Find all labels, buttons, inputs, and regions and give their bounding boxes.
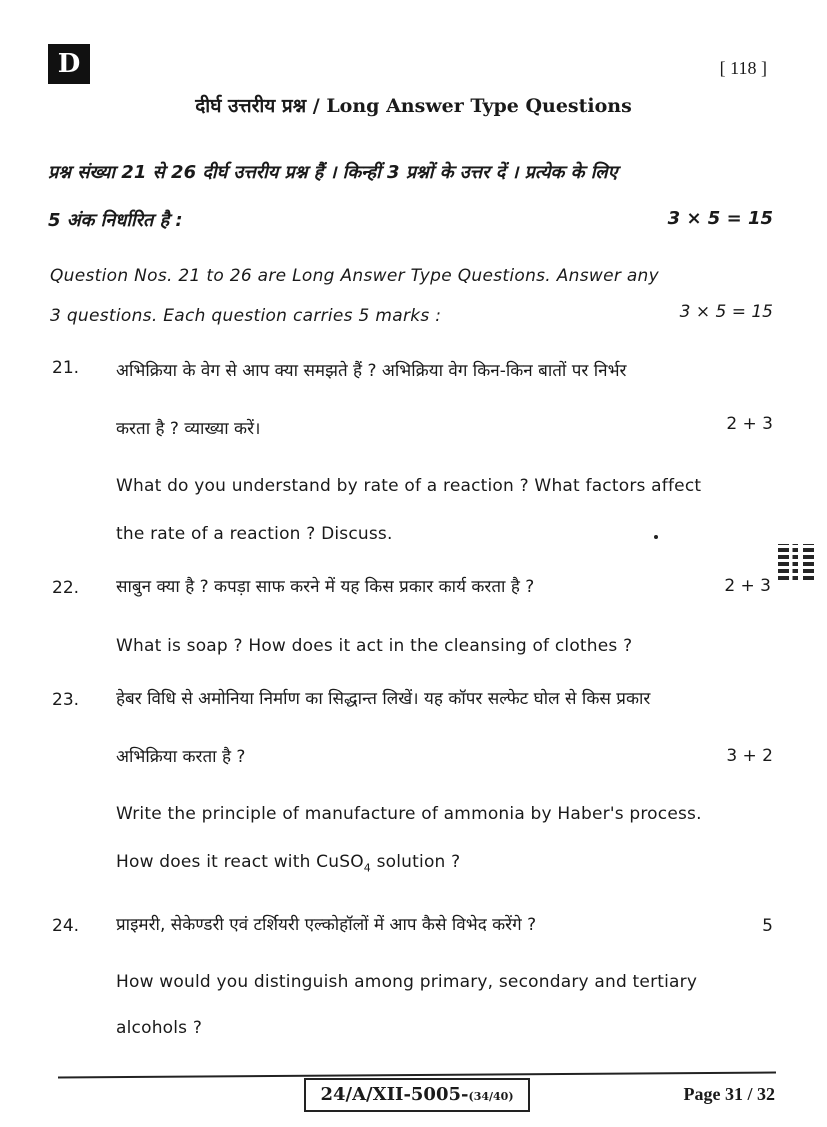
question-23-hindi-line1: हेबर विधि से अमोनिया निर्माण का सिद्धान्त लिखें। यह कॉपर सल्फेट घोल से किस प्रकार <box>116 689 651 709</box>
question-24-marks: 5 <box>762 916 773 936</box>
instructions-english-line2: 3 questions. Each question carries 5 marks : <box>50 306 442 326</box>
question-23-english-line2-text: How does it react with CuSO <box>116 852 364 872</box>
qr-code-icon <box>778 544 814 580</box>
instructions-english-marks: 3 × 5 = 15 <box>679 302 773 322</box>
question-21-hindi-line1: अभिक्रिया के वेग से आप क्या समझते हैं ? अभिक्रिया वेग किन-किन बातों पर निर्भर <box>116 361 627 381</box>
question-21-english-line2: the rate of a reaction ? Discuss. <box>116 524 393 544</box>
subscript: 4 <box>363 861 371 875</box>
question-21-hindi-line2: करता है ? व्याख्या करें। <box>116 419 261 439</box>
question-22-marks: 2 + 3 <box>724 576 771 596</box>
question-number: 24. <box>52 916 80 936</box>
page-reference: [ 118 ] <box>719 58 767 78</box>
scan-dot <box>654 535 658 539</box>
instructions-english-line1: Question Nos. 21 to 26 are Long Answer Type Questions. Answer any <box>50 266 659 286</box>
question-24-hindi-line1: प्राइमरी, सेकेण्डरी एवं टर्शियरी एल्कोहॉलों में आप कैसे विभेद करेंगे ? <box>116 915 537 935</box>
question-23-marks: 3 + 2 <box>726 746 773 766</box>
question-22-english-line1: What is soap ? How does it act in the cleansing of clothes ? <box>116 636 633 656</box>
question-22-hindi-line1: साबुन क्या है ? कपड़ा साफ करने में यह किस प्रकार कार्य करता है ? <box>116 577 535 597</box>
question-23-hindi-line2: अभिक्रिया करता है ? <box>116 747 246 767</box>
question-24-english-line1: How would you distinguish among primary, secondary and tertiary <box>116 972 698 992</box>
paper-code <box>304 1078 530 1112</box>
instructions-hindi-line2: 5 अंक निर्धारित है : <box>48 210 183 231</box>
question-23-english-line2-text-end: solution ? <box>371 852 461 872</box>
question-21-english-line1: What do you understand by rate of a reaction ? What factors affect <box>116 476 702 496</box>
question-number: 22. <box>52 578 80 598</box>
set-badge: D <box>48 44 90 84</box>
question-23-english-line1: Write the principle of manufacture of ammonia by Haber's process. <box>116 804 702 824</box>
paper-code-text: 24/A/XII-5005- <box>320 1084 469 1105</box>
question-21-marks: 2 + 3 <box>726 414 773 434</box>
question-number: 21. <box>52 358 80 378</box>
instructions-hindi-line1: प्रश्न संख्या 21 से 26 दीर्घ उत्तरीय प्रश्न हैं । किन्हीं 3 प्रश्नों के उत्तर दें । प्रत्येक के लिए <box>48 162 618 183</box>
paper-code-set: (34/40) <box>468 1090 514 1103</box>
instructions-hindi-marks: 3 × 5 = 15 <box>667 208 773 229</box>
footer-page-number: Page 31 / 32 <box>683 1084 775 1104</box>
question-number: 23. <box>52 690 80 710</box>
question-24-english-line2: alcohols ? <box>116 1018 203 1038</box>
section-title: दीर्घ उत्तरीय प्रश्न / Long Answer Type Questions <box>195 95 632 117</box>
question-23-english-line2 <box>116 852 460 874</box>
